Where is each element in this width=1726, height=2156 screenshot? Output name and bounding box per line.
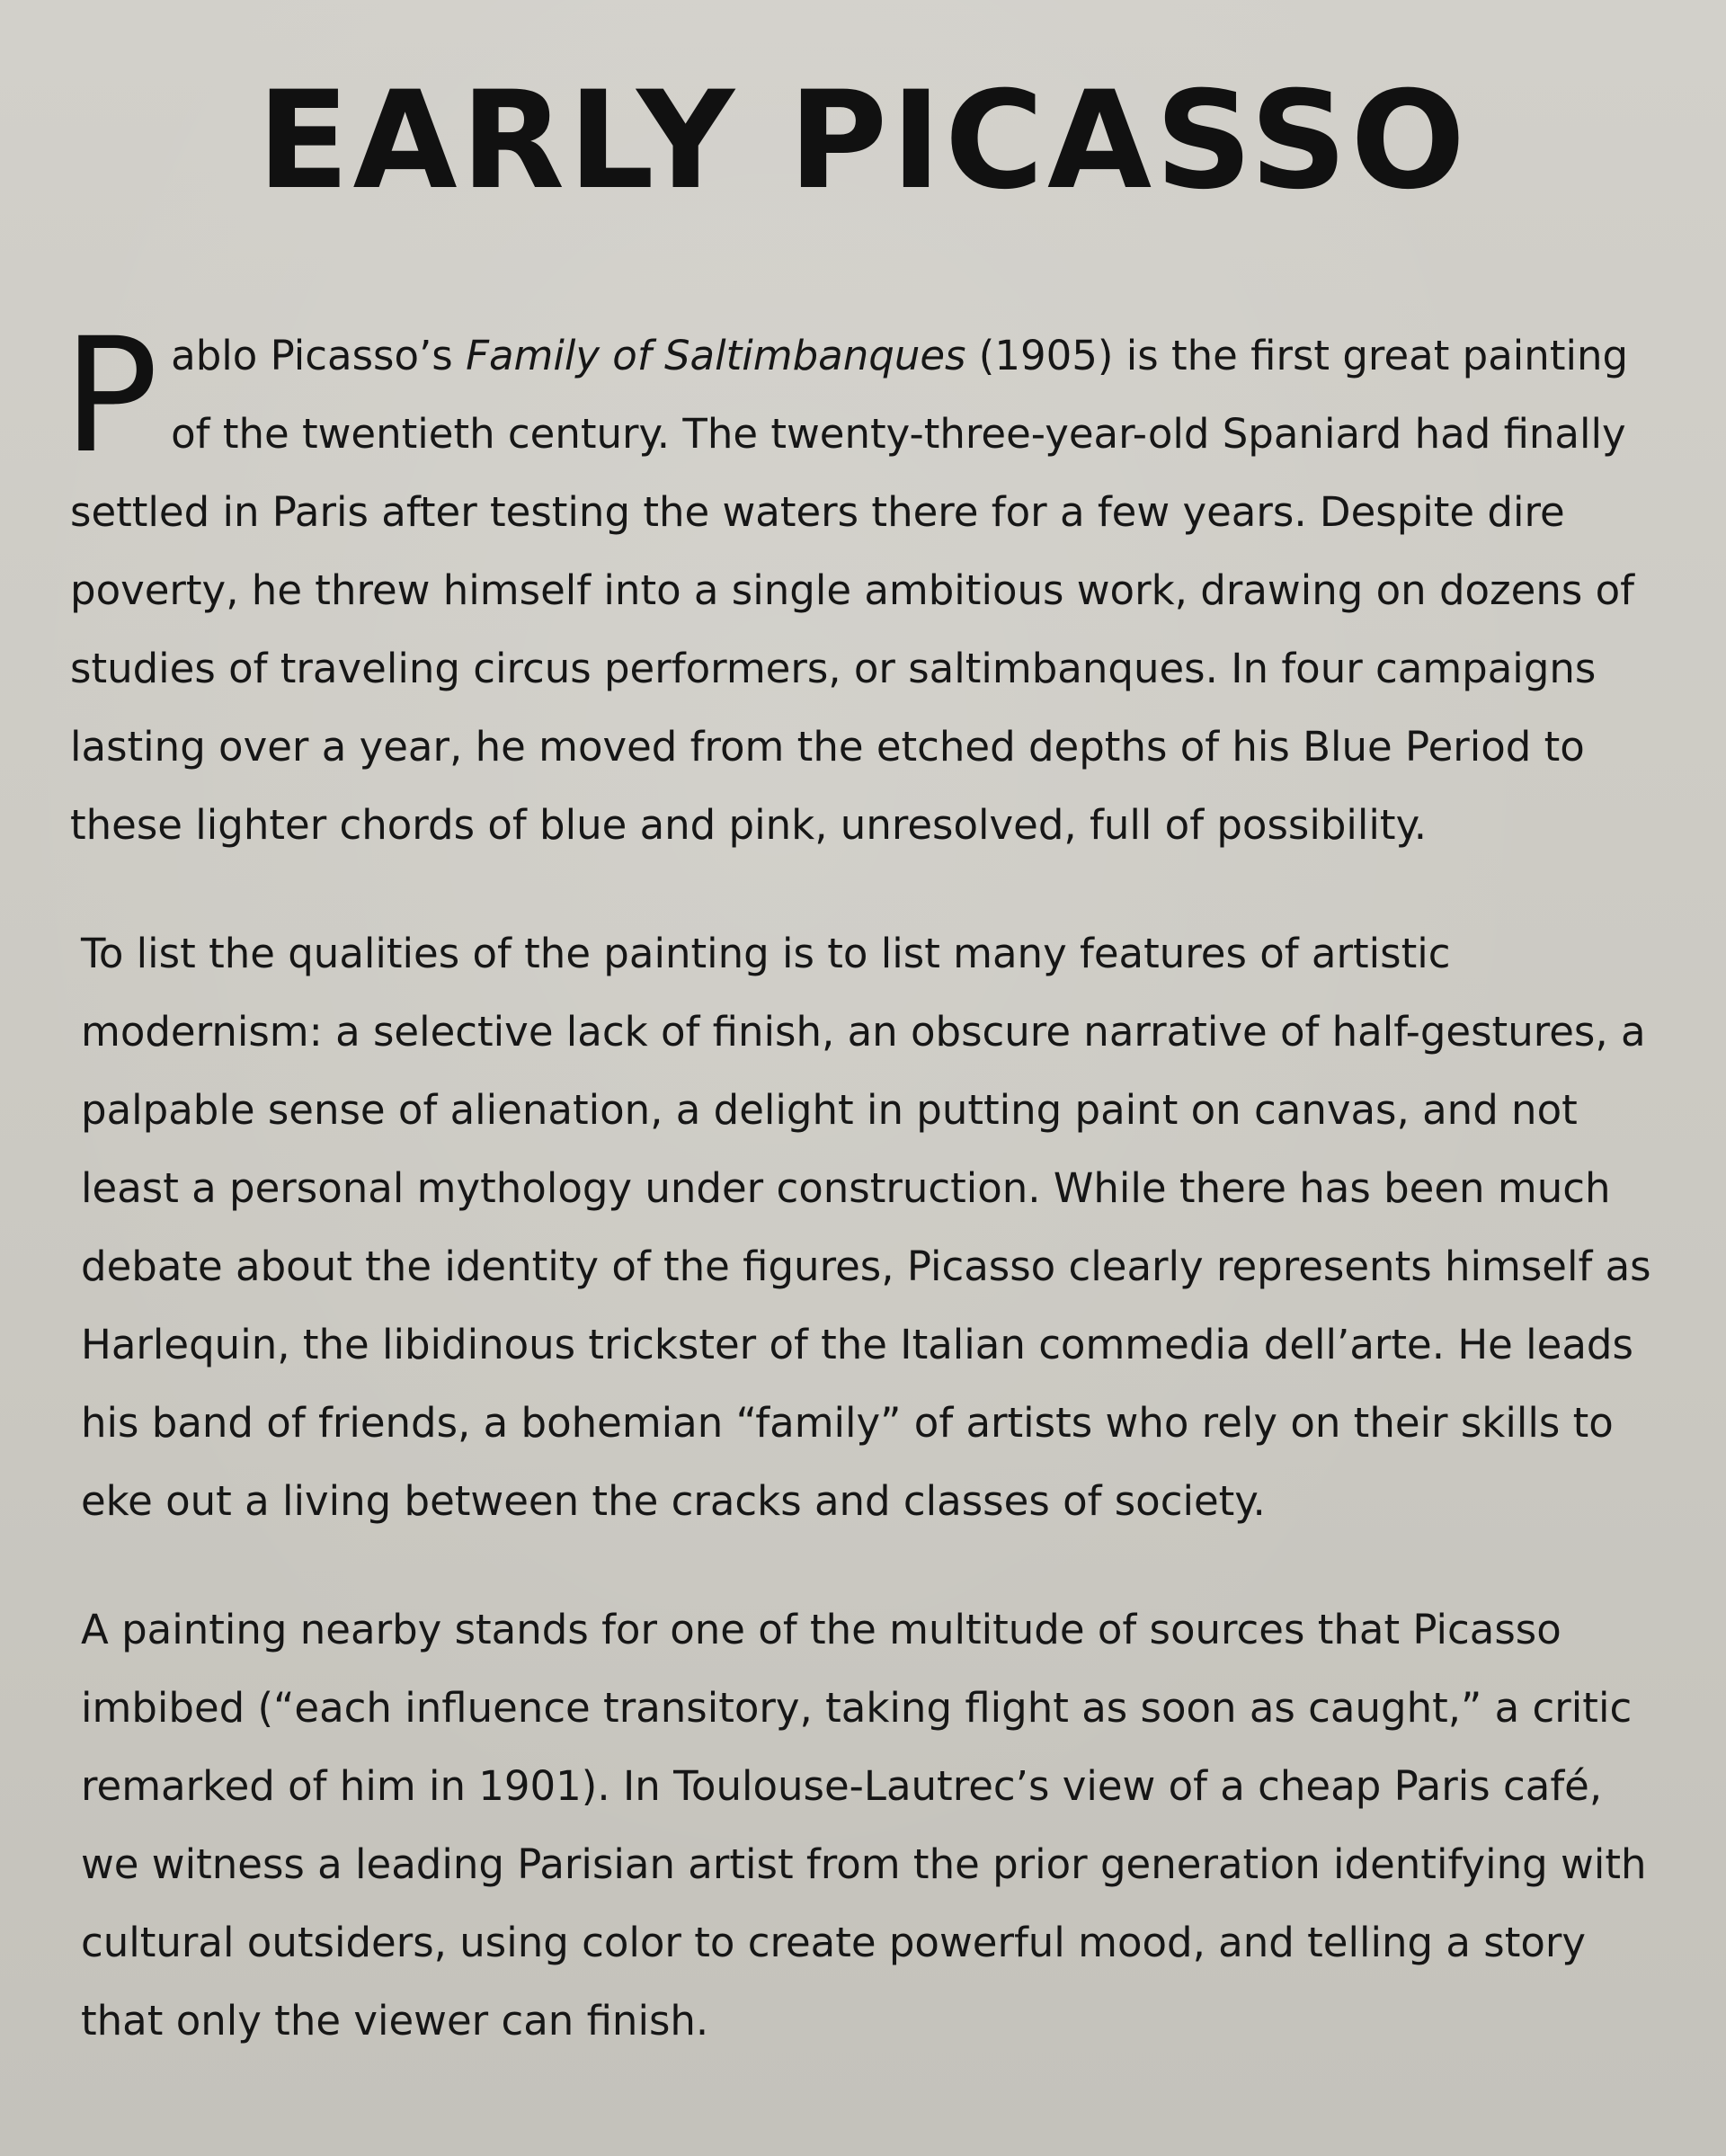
- panel-body: [63, 304, 1654, 2110]
- paragraph-2: To list the qualities of the painting is to list many features of artistic modernism: a selective lack of finish, an obscure narrative of half-gestures, a palpable sense of alienation, a delight in putting paint on canvas, and not least a personal mythology under construction. While there has been much debate about the identity of the figures, Picasso clearly represents himself as Harlequin, the libidinous trickster of the Italian commedia dell’arte. He leads his band of friends, a bohemian “family” of artists who rely on their skills to eke out a living between the cracks and classes of society.: [81, 930, 1651, 1525]
- drop-cap: P: [63, 304, 159, 488]
- panel-title: EARLY PICASSO: [257, 63, 1469, 219]
- paragraph-1-lead: ablo Picasso’s: [171, 332, 467, 379]
- painting-title: Family of Saltimbanques: [466, 332, 966, 379]
- paragraph-1-rest: (1905) is the first great painting of the twentieth century. The twenty-three-year-old Spaniard had finally settled in Paris after testing the waters there for a few years. Despite dire poverty, he threw himself into a single ambitious work, drawing on dozens of studies of traveling circus performers, or saltimbanques. In four campaigns lasting over a year, he moved from the etched depths of his Blue Period to these lighter chords of blue and pink, unresolved, full of possibility.: [70, 332, 1634, 849]
- paragraph-1: [63, 304, 1654, 864]
- paragraph-3: A painting nearby stands for one of the multitude of sources that Picasso imbibed (“each influence transitory, taking flight as soon as caught,” a critic remarked of him in 1901). In Toulouse-Lautrec’s view of a cheap Paris café, we witness a leading Parisian artist from the prior generation identifying with cultural outsiders, using color to create powerful mood, and telling a story that only the viewer can finish.: [81, 1606, 1647, 2045]
